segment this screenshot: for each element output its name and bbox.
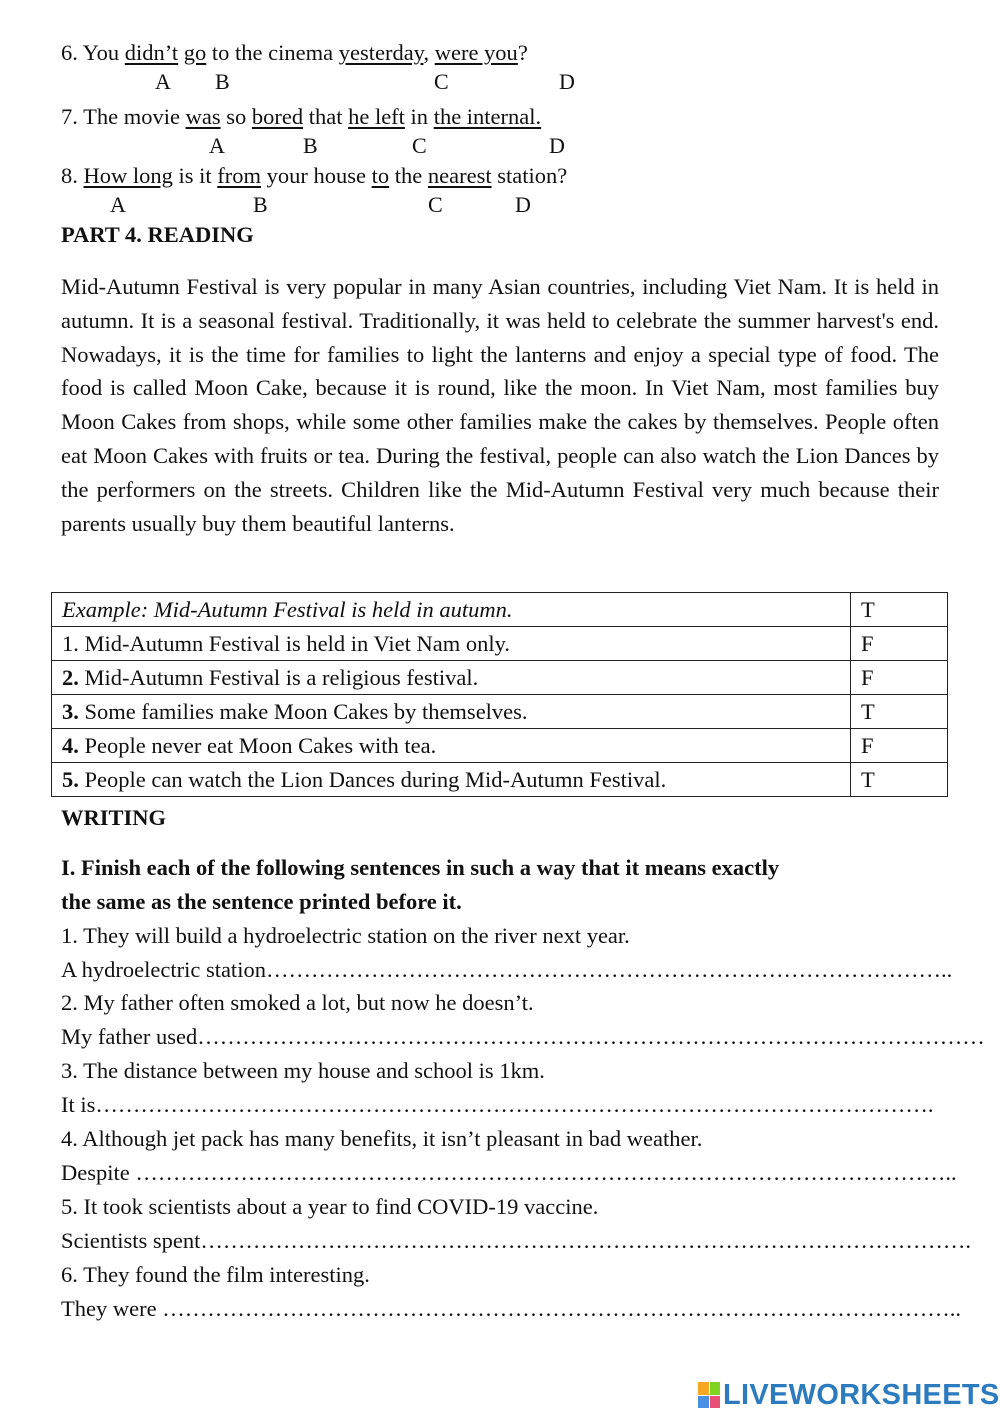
example-answer: T — [851, 593, 948, 627]
writing-answer-line[interactable] — [61, 955, 952, 985]
answer-dots[interactable]: ……………………………………………………………………………….. — [265, 957, 953, 982]
statement-cell — [52, 763, 851, 797]
example-statement: Example: Mid-Autumn Festival is held in autumn. — [52, 593, 851, 627]
statement-number: 1. — [62, 630, 79, 656]
label-b: B — [303, 133, 318, 158]
writing-sentence: 1. They will build a hydroelectric station on the river next year. — [61, 923, 630, 948]
answer-dots[interactable]: …………………………………………………………………………………………………. — [95, 1092, 934, 1117]
text: in — [404, 104, 434, 129]
table-row-example — [52, 593, 948, 627]
answer-dots[interactable]: ……………………………………………………………………………………………….. — [135, 1160, 957, 1185]
table-row — [52, 661, 948, 695]
logo-square-icon — [698, 1382, 709, 1395]
label-a: A — [155, 69, 171, 94]
label-c: C — [412, 133, 427, 158]
writing-instruction: the same as the sentence printed before it. — [61, 889, 462, 914]
writing-answer-line[interactable] — [61, 1022, 985, 1052]
answer-cell[interactable]: T — [851, 695, 948, 729]
answer-prompt: Scientists spent — [61, 1228, 201, 1253]
question-number: 7. — [61, 104, 78, 129]
text: that — [303, 104, 349, 129]
text: to the cinema — [206, 40, 339, 65]
table-row — [52, 627, 948, 661]
label-a: A — [110, 192, 126, 217]
text: the — [389, 163, 428, 188]
option-a-text: didn’t — [124, 40, 179, 65]
label-d: D — [559, 69, 575, 94]
logo-text: LIVEWORKSHEETS — [723, 1378, 1000, 1411]
reading-passage: Mid-Autumn Festival is very popular in many Asian countries, including Viet Nam. It is held in autumn. It is a seasonal festival. Traditionally, it was held to celebrate the summer harvest's end. Nowadays, it is the time for families to light the lanterns and enjoy a special type of food. The food is called Moon Cake, because it is round, like the moon. In Viet Nam, most families buy Moon Cakes from shops, while some other families make the cakes by themselves. People often eat Moon Cakes with fruits or tea. During the festival, people can also watch the Lion Dances by the performers on the streets. Children like the Mid-Autumn Festival very much because their parents usually buy them beautiful lanterns. — [61, 274, 939, 536]
statement-cell — [52, 695, 851, 729]
logo-square-icon — [710, 1382, 721, 1395]
writing-answer-line[interactable] — [61, 1158, 957, 1188]
answer-cell[interactable]: T — [851, 763, 948, 797]
writing-instruction: I. Finish each of the following sentences in such a way that it means exactly — [61, 855, 780, 880]
statement-text: Mid-Autumn Festival is held in Viet Nam only. — [84, 630, 511, 656]
text: so — [220, 104, 252, 129]
answer-cell[interactable]: F — [851, 627, 948, 661]
liveworksheets-icon — [698, 1382, 720, 1408]
statement-text: Some families make Moon Cakes by themselves. — [84, 698, 528, 724]
option-c-text: yesterday — [338, 40, 424, 65]
option-b-text: from — [217, 163, 262, 188]
statement-number: 3. — [62, 698, 79, 724]
writing-sentence: 2. My father often smoked a lot, but now he doesn’t. — [61, 990, 534, 1015]
option-b-text: go — [183, 40, 207, 65]
statement-number: 2. — [62, 664, 79, 690]
option-a-text: How long — [83, 163, 173, 188]
logo-square-icon — [710, 1396, 721, 1409]
answer-prompt: Despite — [61, 1160, 136, 1185]
option-c-text: he left — [348, 104, 405, 129]
statement-text: People never eat Moon Cakes with tea. — [84, 732, 437, 758]
text: The movie — [83, 104, 186, 129]
table-row — [52, 729, 948, 763]
question-8 — [61, 161, 567, 191]
option-d-text: nearest — [427, 163, 492, 188]
statement-cell — [52, 729, 851, 763]
answer-cell[interactable]: F — [851, 661, 948, 695]
statement-text: People can watch the Lion Dances during Mid-Autumn Festival. — [84, 766, 667, 792]
answer-prompt: It is — [61, 1092, 96, 1117]
liveworksheets-logo — [698, 1378, 1000, 1412]
reading-heading: PART 4. READING — [61, 222, 254, 247]
option-d-text: the internal. — [433, 104, 542, 129]
answer-cell[interactable]: F — [851, 729, 948, 763]
text: , — [423, 40, 435, 65]
text: is it — [172, 163, 218, 188]
writing-sentence: 4. Although jet pack has many benefits, it isn’t pleasant in bad weather. — [61, 1126, 703, 1151]
writing-answer-line[interactable] — [61, 1226, 971, 1256]
answer-prompt: They were — [61, 1296, 163, 1321]
statement-cell — [52, 661, 851, 695]
answer-prompt: A hydroelectric station — [61, 957, 266, 982]
text: ? — [517, 40, 528, 65]
label-b: B — [215, 69, 230, 94]
table-row — [52, 695, 948, 729]
answer-dots[interactable]: …………………………………………………………………………………………… — [197, 1024, 985, 1049]
writing-sentence: 6. They found the film interesting. — [61, 1262, 370, 1287]
answer-prompt: My father used — [61, 1024, 198, 1049]
label-c: C — [434, 69, 449, 94]
question-7 — [61, 102, 541, 132]
label-a: A — [209, 133, 225, 158]
label-c: C — [428, 192, 443, 217]
answer-dots[interactable]: …………………………………………………………………………………………….. — [162, 1296, 961, 1321]
writing-sentence: 5. It took scientists about a year to find COVID-19 vaccine. — [61, 1194, 599, 1219]
question-6 — [61, 38, 528, 68]
writing-sentence: 3. The distance between my house and school is 1km. — [61, 1058, 545, 1083]
text: your house — [261, 163, 372, 188]
writing-heading: WRITING — [61, 805, 167, 830]
writing-answer-line[interactable] — [61, 1090, 934, 1120]
statement-number: 4. — [62, 732, 79, 758]
option-c-text: to — [371, 163, 390, 188]
option-a-text: was — [185, 104, 221, 129]
label-d: D — [549, 133, 565, 158]
label-d: D — [515, 192, 531, 217]
text: station? — [491, 163, 568, 188]
statement-cell — [52, 627, 851, 661]
option-d-text: were you — [434, 40, 518, 65]
statement-text: Mid-Autumn Festival is a religious festival. — [84, 664, 479, 690]
question-number: 6. — [61, 40, 78, 65]
option-b-text: bored — [251, 104, 304, 129]
question-number: 8. — [61, 163, 78, 188]
true-false-table — [51, 592, 948, 797]
table-row — [52, 763, 948, 797]
writing-answer-line[interactable] — [61, 1294, 961, 1324]
logo-square-icon — [698, 1396, 709, 1409]
label-b: B — [253, 192, 268, 217]
text: You — [82, 40, 120, 65]
statement-number: 5. — [62, 766, 79, 792]
answer-dots[interactable]: …………………………………………………………………………………………. — [200, 1228, 971, 1253]
